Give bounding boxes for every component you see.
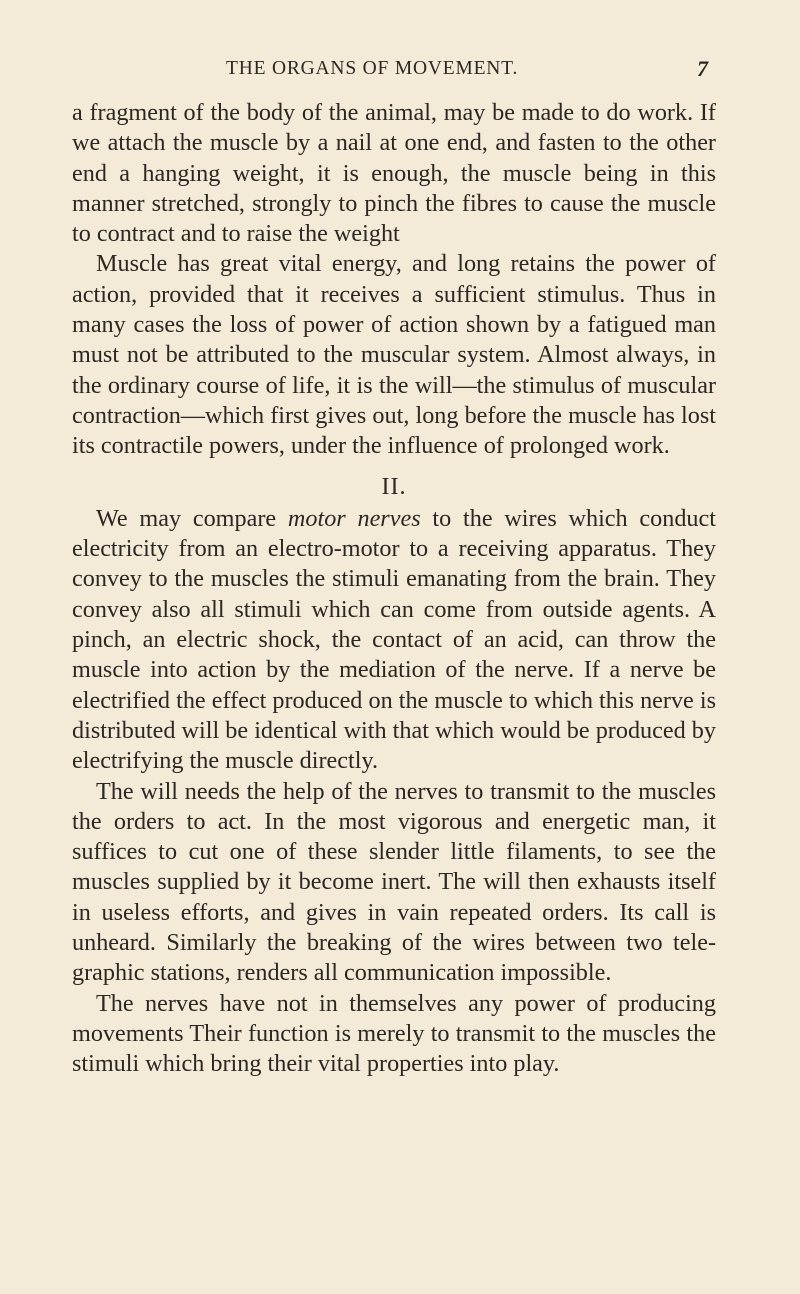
paragraph-motor-nerves	[72, 504, 716, 777]
paragraph-muscle-energy: Muscle has great vital energy, and long retains the power of action, provided that it receives a sufficient stimulus. Thus in many cases the loss of power of action shown by a fatigued man must not be attributed to the muscular system. Almost always, in the ordinary course of life, it is the will—the stimulus of muscular contraction—which first gives out, long before the muscle has lost its contractile powers, under the influence of prolonged work.	[72, 250, 716, 460]
paragraph-continuation: a fragment of the body of the animal, may be made to do work. If we attach the muscle by a nail at one end, and fasten to the other end a hanging weight, it is enough, the muscle being in this manner stretched, strongly to pinch the fibres to cause the muscle to contract and to raise the weight	[72, 99, 716, 248]
running-head-title: THE ORGANS OF MOVEMENT.	[226, 58, 519, 79]
paragraph-motor-nerves-start: We may compare	[96, 504, 288, 532]
paragraph-motor-nerves-rest: to the wires which conduct electricity from an electro-motor to a receiving apparatus. They convey to the muscles the stimuli emanating from the brain. They convey also all stimuli which can come from outside agents. A pinch, an electric shock, the contact of an acid, can throw the muscle into action by the mediation of the nerve. If a nerve be electrified the effect produced on the muscle to which this nerve is distributed will be identical with that which would be produced by electrifying the muscle directly.	[72, 504, 716, 775]
paragraph-will-nerves: The will needs the help of the nerves to transmit to the muscles the orders to act. In the most vigorous and energetic man, it suffices to cut one of these slender little filaments, to see the muscles supplied by it become inert. The will then exhausts itself in useless efforts, and gives in vain repeated orders. Its call is unheard. Similarly the breaking of the wires between two telegraphic stations, renders all communication impossible.	[72, 777, 716, 987]
page-number: 7	[697, 56, 708, 81]
paragraph-nerve-function: The nerves have not in themselves any power of producing movements Their function is merely to transmit to the muscles the stimuli which bring their vital properties into play.	[72, 989, 716, 1078]
text-body	[72, 98, 716, 1080]
section-numeral: II.	[381, 473, 407, 500]
running-head	[72, 58, 716, 94]
emphasis-motor-nerves: motor nerves	[287, 504, 421, 532]
